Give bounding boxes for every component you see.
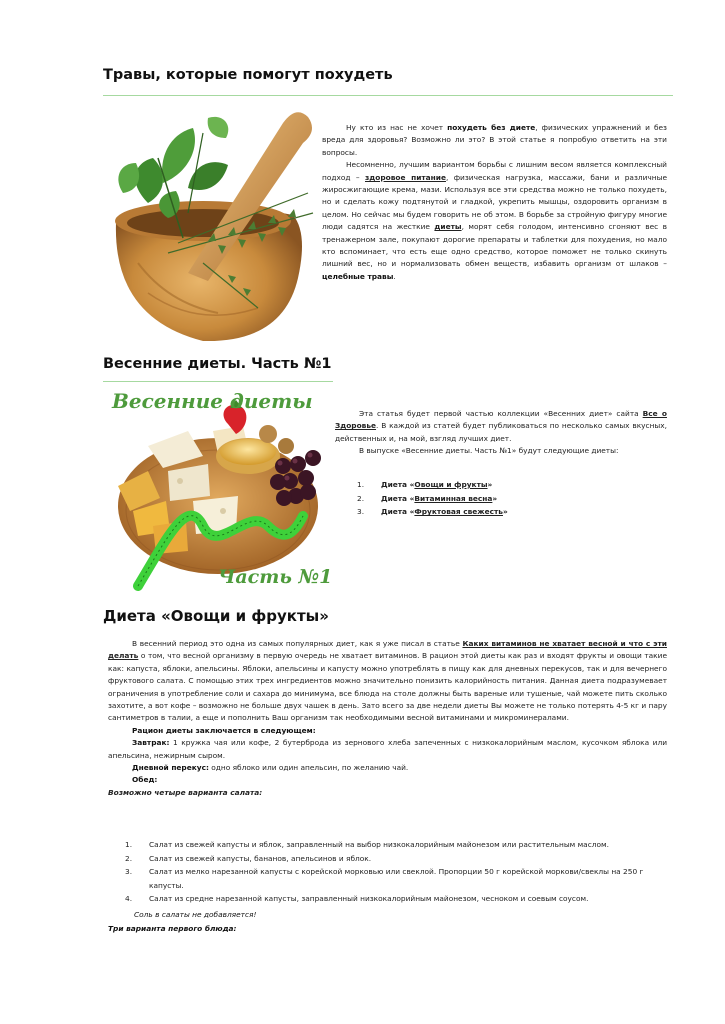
list-item: 2. Салат из свежей капусты, бананов, апельсинов и яблок. bbox=[125, 853, 372, 863]
list-item: 4. Салат из средне нарезанной капусты, заправленный низкокалорийным майонезом, чесноком и соевым соусом. bbox=[125, 894, 589, 904]
article-title-vegetables-fruits: Диета «Овощи и фрукты» bbox=[103, 607, 329, 625]
spring-paragraph-2: В выпуске «Весенние диеты. Часть №1» будут следующие диеты: bbox=[359, 446, 619, 456]
healthy-food-link[interactable]: здоровое питание bbox=[365, 172, 446, 182]
site-link-vse-o-zdorovie[interactable]: Все о Здоровье bbox=[335, 409, 667, 431]
salad-list bbox=[125, 838, 670, 906]
first-course-title: Три варианта первого блюда: bbox=[108, 924, 237, 933]
spring-diets-text bbox=[335, 408, 667, 458]
article-title-herbs: Травы, которые помогут похудеть bbox=[103, 67, 393, 83]
herbs-paragraph-2: Несомненно, лучшим вариантом борьбы с лишним весом является комплексный подход – здоровое питание, физическая нагрузка, массажи, бани и различные жиросжигающие крема, мази. Используя все эти средства можно не только похудеть, но и сделать кожу подтянутой и гладкой, укрепить мышцы, оздоровить организм в целом. Но сейчас мы будем говорить не об этом. В борьбе за стройную фигуру многие люди садятся на жесткие диеты, морят себя голодом, интенсивно сгоняют вес в тренажерном зале, покупают дорогие препараты и таблетки для похудения, но мало кто вспоминает, что есть еще одно средство, которое поможет не только скинуть лишний вес, но и нормализовать обмен веществ, избавить организм от шлаков – целебные травы. bbox=[322, 160, 667, 281]
list-item: 2. Диета «Витаминная весна» bbox=[357, 493, 498, 503]
list-item: 3. Диета «Фруктовая свежесть» bbox=[357, 507, 508, 517]
no-salt-note: Соль в салаты не добавляется! bbox=[134, 910, 257, 919]
section-underline bbox=[103, 381, 333, 382]
missing-vitamins-link[interactable]: Каких витаминов не хватает весной и что с эти делать bbox=[108, 639, 667, 661]
list-item: 1. Салат из свежей капусты и яблок, заправленный на выбор низкокалорийным майонезом или растительным маслом. bbox=[125, 840, 609, 849]
veg-paragraph-1: В весенний период это одна из самых популярных диет, как я уже писал в статье Каких витаминов не хватает весной и что с эти делать о том, что весной организму в первую очередь не хватает витаминов. В рацион этой диеты как раз и входят фрукты и овощи такие как: капуста, яблоки, апельсины. Яблоки, апельсины и капусту можно употреблять в пищу как для дневных перекусов, так и для вечернего фруктового салата. С помощью этих трех ингредиентов можно значительно понизить калорийность питания. Данная диета подразумевает ограничения в употребление соли и сахара до минимума, все блюда на столе должны быть вареные или тушеные, чай можете пить сколько захотите, а вот кофе – возможно не больше двух чашек в день. Зато всего за две недели диеты Вы можете не только потерять 4-5 кг и пару сантиметров в талии, а еще и пополнить Ваш организм так необходимыми весной витаминами и микроминералами. bbox=[108, 639, 667, 723]
title-underline bbox=[103, 95, 673, 96]
veg-fruit-text bbox=[108, 638, 667, 799]
list-item: 3. Салат из мелко нарезанной капусты с корейской морковью или свеклой. Пропорции 50 г корейской моркови/свеклы на 250 г капусты. bbox=[125, 867, 644, 890]
ration-title: Рацион диеты заключается в следующем: bbox=[132, 725, 316, 735]
image-subtitle-text: Часть №1 bbox=[218, 566, 330, 588]
image-title-text: Весенние диеты bbox=[112, 389, 313, 413]
diet-link-fruit-freshness[interactable]: Фруктовая свежесть bbox=[414, 507, 503, 517]
mortar-pestle-image bbox=[108, 103, 328, 348]
list-item: 1. Диета «Овощи и фрукты» bbox=[357, 480, 493, 489]
diets-link[interactable]: диеты bbox=[434, 222, 462, 232]
snack-line: Дневной перекус: одно яблоко или один апельсин, по желанию чай. bbox=[132, 763, 409, 773]
diet-link-vitamin-spring[interactable]: Витаминная весна bbox=[414, 493, 493, 503]
spring-diets-image bbox=[108, 386, 330, 594]
herbs-intro-text bbox=[322, 122, 667, 283]
breakfast-line: Завтрак: 1 кружка чая или кофе, 2 бутерброда из зернового хлеба запеченных с низкокалорийным маслом, кусочком яблока или апельсина, нежирным сыром. bbox=[108, 738, 667, 760]
lunch-label: Обед: bbox=[132, 775, 158, 785]
spring-diets-list bbox=[357, 478, 657, 519]
salad-options-title: Возможно четыре варианта салата: bbox=[108, 787, 263, 797]
article-title-spring-diets: Весенние диеты. Часть №1 bbox=[103, 356, 332, 372]
diet-link-vegetables-fruits[interactable]: Овощи и фрукты bbox=[414, 480, 488, 489]
spring-paragraph-1: Эта статья будет первой частью коллекции «Весенних диет» сайта Все о Здоровье. В каждой из статей будет публиковаться по несколько самых вкусных, действенных и, на мой, взгляд лучших диет. bbox=[335, 409, 667, 443]
herbs-paragraph-1: Ну кто из нас не хочет похудеть без диете, физических упражнений и без вреда для здоровья? Возможно ли это? В этой статье я попробую ответить на эти вопросы. bbox=[322, 123, 667, 157]
